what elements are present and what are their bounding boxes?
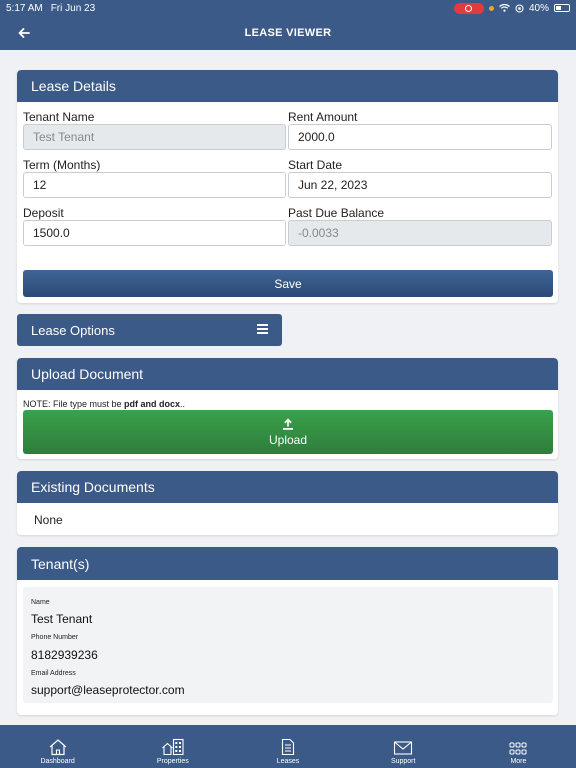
screen-recording-icon: [454, 3, 484, 14]
tenant-phone-value: 8182939236: [31, 648, 98, 662]
save-button[interactable]: Save: [23, 270, 553, 297]
tab-support-label: Support: [390, 758, 416, 765]
lease-details-header: Lease Details: [17, 70, 558, 102]
lease-options-button[interactable]: [17, 314, 282, 346]
existing-documents-card: [17, 471, 558, 535]
tab-dashboard-label: Dashboard: [40, 758, 75, 765]
tab-bar: [0, 725, 576, 768]
tenant-name-field: Test Tenant: [23, 124, 286, 150]
upload-document-header: Upload Document: [17, 358, 558, 390]
back-arrow-icon[interactable]: [14, 23, 34, 43]
term-field[interactable]: 12: [23, 172, 286, 198]
home-icon: [48, 738, 68, 756]
note-prefix: NOTE: File type must be: [23, 399, 125, 409]
menu-icon[interactable]: [257, 324, 268, 334]
upload-button[interactable]: [23, 410, 553, 454]
tenant-email-value: support@leaseprotector.com: [31, 683, 185, 697]
battery-icon: [554, 4, 570, 12]
existing-documents-header: Existing Documents: [17, 471, 558, 503]
tenants-header: Tenant(s): [17, 547, 558, 580]
deposit-field[interactable]: 1500.0: [23, 220, 286, 246]
status-date: Fri Jun 23: [50, 2, 96, 14]
grid-icon: [509, 742, 527, 756]
tenant-email-caption: Email Address: [31, 670, 76, 677]
term-label: Term (Months): [23, 158, 101, 172]
mail-icon: [393, 740, 413, 756]
file-type-note: [23, 399, 185, 409]
note-file-types: pdf and docx: [124, 399, 181, 409]
start-date-field[interactable]: Jun 22, 2023: [288, 172, 552, 198]
start-date-label: Start Date: [288, 158, 343, 172]
upload-document-card: [17, 358, 558, 459]
mic-indicator-icon: [489, 6, 494, 11]
upload-label: Upload: [268, 432, 308, 447]
no-documents-text: None: [34, 513, 63, 527]
past-due-label: Past Due Balance: [288, 206, 385, 220]
tab-properties[interactable]: [115, 725, 230, 768]
document-icon: [280, 738, 296, 756]
tenant-name-value: Test Tenant: [31, 612, 93, 626]
tenant-phone-caption: Phone Number: [31, 634, 79, 641]
tenant-name-label: Tenant Name: [23, 110, 95, 124]
lease-options-label: Lease Options: [31, 322, 115, 338]
tab-properties-label: Properties: [156, 758, 189, 765]
rent-amount-label: Rent Amount: [288, 110, 358, 124]
properties-icon: [161, 738, 185, 756]
wifi-icon: [499, 4, 510, 12]
page-title: LEASE VIEWER: [244, 27, 332, 39]
lease-details-card: [17, 70, 558, 303]
tenants-card: [17, 547, 558, 715]
tab-more[interactable]: [461, 725, 576, 768]
orientation-lock-icon: [515, 4, 524, 13]
tenant-name-caption: Name: [31, 599, 50, 606]
battery-percent: 40%: [528, 2, 549, 14]
tab-more-label: More: [510, 758, 527, 765]
status-time: 5:17 AM: [6, 2, 43, 14]
rent-amount-field[interactable]: 2000.0: [288, 124, 552, 150]
upload-icon: [282, 418, 294, 430]
tab-dashboard[interactable]: [0, 725, 115, 768]
note-suffix: ..: [180, 399, 186, 409]
tab-support[interactable]: [346, 725, 461, 768]
status-right: [454, 3, 570, 14]
past-due-field: -0.0033: [288, 220, 552, 246]
deposit-label: Deposit: [23, 206, 64, 220]
status-bar: [0, 0, 576, 16]
tab-leases-label: Leases: [276, 758, 300, 765]
nav-bar: [0, 16, 576, 50]
tenant-info: [23, 587, 553, 703]
tab-leases[interactable]: [230, 725, 345, 768]
